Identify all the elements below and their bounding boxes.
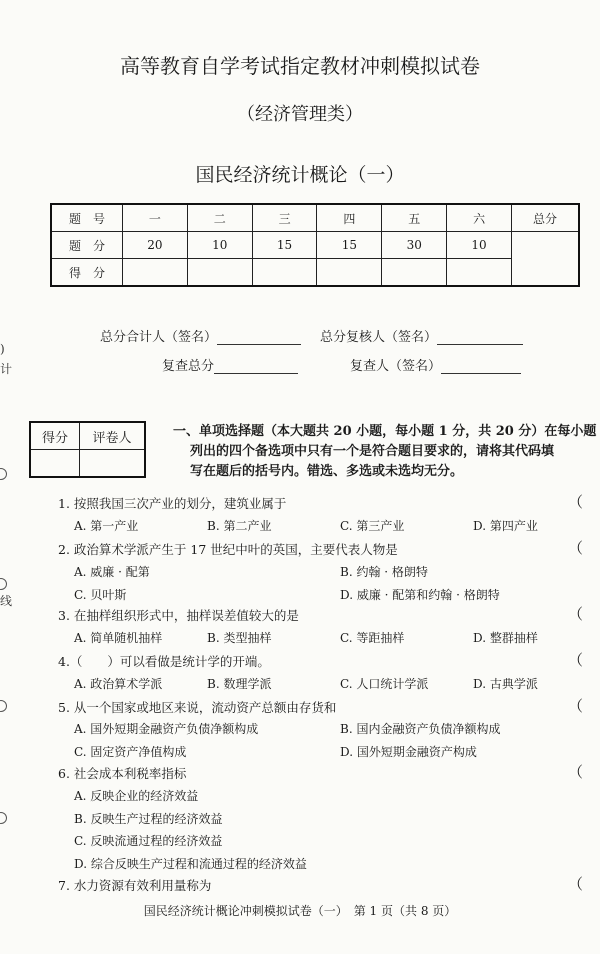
cell-section-4: 四 — [317, 204, 382, 232]
binding-hole — [0, 700, 7, 712]
question-4-option-b: B. 数理学派 — [207, 677, 272, 691]
grader-score-label: 得分 — [30, 422, 80, 450]
signature-recheck-total-label: 复查总分 — [162, 359, 215, 374]
question-6-option-d: D. 综合反映生产过程和流通过程的经济效益 — [74, 857, 307, 871]
question-3-answer-paren[interactable]: （ — [568, 605, 584, 623]
cell-earned-1[interactable] — [123, 259, 188, 287]
cell-section-3: 三 — [252, 204, 317, 232]
cell-points-5: 30 — [382, 232, 447, 259]
section-1-instruction-line-3: 写在题后的括号内。错选、多选或未选均无分。 — [190, 464, 464, 479]
grader-name-cell[interactable] — [80, 450, 146, 478]
question-6-option-a: A. 反映企业的经济效益 — [74, 789, 199, 803]
question-3-option-b: B. 类型抽样 — [207, 631, 272, 645]
signature-total-calculator-line[interactable] — [217, 344, 301, 345]
cell-earned-5[interactable] — [382, 259, 447, 287]
cell-section-6: 六 — [447, 204, 512, 232]
question-1-stem: 1. 按照我国三次产业的划分，建筑业属于 — [58, 496, 287, 511]
signature-total-calculator-label: 总分合计人（签名） — [100, 330, 218, 345]
score-table-row-points — [51, 232, 579, 259]
question-5-option-c: C. 固定资产净值构成 — [74, 745, 187, 759]
cell-earned-2[interactable] — [187, 259, 252, 287]
question-4-option-a: A. 政治算术学派 — [74, 677, 163, 691]
signature-total-reviewer — [320, 326, 523, 345]
signature-recheck-total-line[interactable] — [214, 373, 298, 374]
question-5-option-d: D. 国外短期金融资产构成 — [340, 745, 477, 759]
question-2-option-a: A. 威廉 · 配第 — [74, 565, 150, 579]
margin-mark-ji: 计 — [0, 362, 13, 376]
grader-name-label: 评卷人 — [80, 422, 146, 450]
question-6-answer-paren[interactable]: （ — [568, 763, 584, 781]
cell-earned-label: 得 分 — [51, 259, 123, 287]
score-table-row-header — [51, 204, 579, 232]
binding-hole — [0, 578, 7, 590]
question-3-option-d: D. 整群抽样 — [473, 631, 538, 645]
signature-total-reviewer-label: 总分复核人（签名） — [320, 330, 438, 345]
cell-earned-6[interactable] — [447, 259, 512, 287]
cell-points-3: 15 — [252, 232, 317, 259]
section-1-instruction-line-1: 一、单项选择题（本大题共 20 小题，每小题 1 分，共 20 分）在每小题 — [173, 424, 597, 439]
question-5-option-a: A. 国外短期金融资产负债净额构成 — [74, 722, 259, 736]
cell-points-6: 10 — [447, 232, 512, 259]
cell-points-label: 题 分 — [51, 232, 123, 259]
question-1-answer-paren[interactable]: （ — [568, 493, 584, 511]
question-1-option-a: A. 第一产业 — [74, 519, 139, 533]
question-6-option-c: C. 反映流通过程的经济效益 — [74, 834, 223, 848]
score-table — [50, 203, 580, 287]
question-1-option-b: B. 第二产业 — [207, 519, 272, 533]
paper-subtitle: （经济管理类） — [237, 104, 363, 125]
question-2-option-d: D. 威廉 · 配第和约翰 · 格朗特 — [340, 588, 500, 602]
section-1-instruction-line-2: 列出的四个备选项中只有一个是符合题目要求的，请将其代码填 — [190, 444, 555, 459]
margin-mark-paren: ) — [0, 342, 5, 356]
binding-hole — [0, 812, 7, 824]
cell-total-score[interactable] — [512, 232, 580, 287]
question-2-option-c: C. 贝叶斯 — [74, 588, 127, 602]
signature-recheck-total — [162, 355, 298, 374]
cell-points-4: 15 — [317, 232, 382, 259]
question-4-answer-paren[interactable]: （ — [568, 651, 584, 669]
question-5-stem: 5. 从一个国家或地区来说，流动资产总额由存货和 — [58, 700, 337, 715]
signature-recheck-person — [350, 355, 521, 374]
question-2-option-b: B. 约翰 · 格朗特 — [340, 565, 428, 579]
question-5-answer-paren[interactable]: （ — [568, 697, 584, 715]
question-6-stem: 6. 社会成本利税率指标 — [58, 766, 187, 781]
cell-question-number-label: 题 号 — [51, 204, 123, 232]
binding-hole — [0, 468, 7, 480]
score-table-row-earned — [51, 259, 579, 287]
question-6-option-b: B. 反映生产过程的经济效益 — [74, 812, 223, 826]
question-1-option-c: C. 第三产业 — [340, 519, 405, 533]
cell-section-1: 一 — [123, 204, 188, 232]
signature-total-reviewer-line[interactable] — [437, 344, 523, 345]
question-4-option-d: D. 古典学派 — [473, 677, 538, 691]
signature-recheck-person-label: 复查人（签名） — [350, 359, 442, 374]
question-2-stem: 2. 政治算术学派产生于 17 世纪中叶的英国，主要代表人物是 — [58, 542, 398, 557]
cell-points-1: 20 — [123, 232, 188, 259]
question-3-stem: 3. 在抽样组织形式中，抽样误差值较大的是 — [58, 608, 299, 623]
signature-total-calculator — [100, 326, 301, 345]
cell-section-2: 二 — [187, 204, 252, 232]
question-1-option-d: D. 第四产业 — [473, 519, 538, 533]
grader-score-cell[interactable] — [30, 450, 80, 478]
question-4-stem: 4.（ ）可以看做是统计学的开端。 — [58, 654, 270, 669]
cell-earned-4[interactable] — [317, 259, 382, 287]
question-7-stem: 7. 水力资源有效利用量称为 — [58, 878, 212, 893]
cell-points-2: 10 — [187, 232, 252, 259]
paper-title: 高等教育自学考试指定教材冲刺模拟试卷 — [120, 54, 480, 78]
signature-recheck-person-line[interactable] — [441, 373, 521, 374]
exam-title: 国民经济统计概论（一） — [195, 164, 405, 186]
cell-total-label: 总分 — [512, 204, 580, 232]
question-3-option-c: C. 等距抽样 — [340, 631, 405, 645]
question-7-answer-paren[interactable]: （ — [568, 875, 584, 893]
cell-section-5: 五 — [382, 204, 447, 232]
question-3-option-a: A. 简单随机抽样 — [74, 631, 163, 645]
page-footer: 国民经济统计概论冲刺模拟试卷（一） 第 1 页（共 8 页） — [143, 904, 457, 918]
cell-earned-3[interactable] — [252, 259, 317, 287]
question-4-option-c: C. 人口统计学派 — [340, 677, 429, 691]
question-5-option-b: B. 国内金融资产负债净额构成 — [340, 722, 501, 736]
grader-box — [29, 421, 146, 478]
question-2-answer-paren[interactable]: （ — [568, 539, 584, 557]
margin-mark-xian: 线 — [0, 594, 13, 608]
